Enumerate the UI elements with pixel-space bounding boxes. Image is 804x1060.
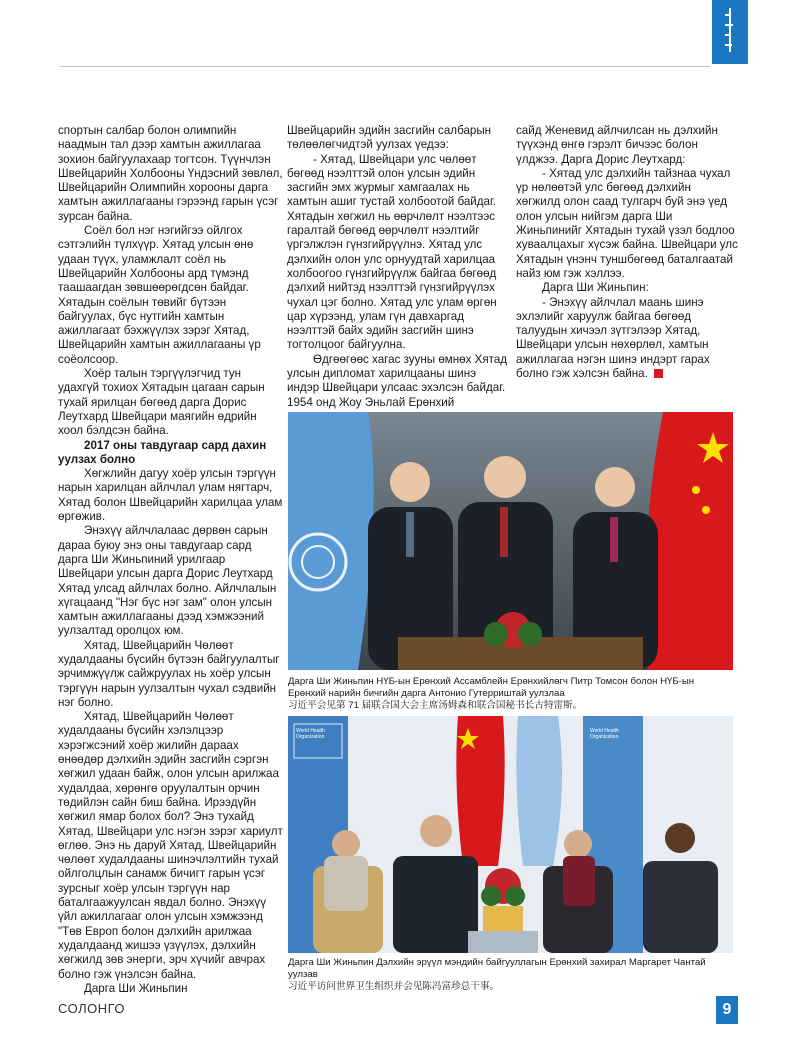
magazine-name: СОЛОНГО [58,1001,126,1016]
column-1 [58,124,284,996]
photo-caption-1 [288,676,733,712]
caption-chinese: 习近平访问世界卫生组织并会见陈冯富珍总干事。 [288,981,500,992]
caption-mongolian: Дарга Ши Жиньпин НҮБ-ын Ерөнхий Ассамблейн Ерөнхийлөгч Питр Томсон болон НҮБ-ын Ерөнхий нарийн бичгийн дарга Антонио Гутерриштай уулзлаа [288,676,695,699]
photo-un-meeting [288,412,733,670]
vertical-script-icon [721,8,739,56]
paragraph: Дарга Ши Жиньпин [84,981,188,995]
paragraph: Хоёр талын тэргүүлэгчид тун удахгүй тохиох Хятадын цагаан сарын тухай ярилцан бөгөөд дарга Дорис Леутхард Швейцари маягийн өдрийн хоол бэлдсэн байна. [58,367,265,438]
caption-chinese: 习近平会见第 71 届联合国大会主席汤姆森和联合国秘书长古特雷斯。 [288,700,583,711]
section-tab [712,0,748,64]
paragraph: - Хятад, Швейцари улс чөлөөт бөгөөд нээлттэй олон улсын эдийн засгийн эмх журмыг хамгаалах нь хамтын ашиг тустай холбоотой байдаг. Хятадын хөгжил нь өөрчлөлт нээлтээс гаралтай бөгөөд өөрчлөлт нээлтийг үргэлжлэн гүнзгийрүүлнэ. Хятад улс дэлхийн олон улс орнуудтай харилцаа холбоогоо гүнзгийрүүлж байгаа бөгөөд дэлхий нийтэд нээлттэй гүнзгийрүүлэх чухал цэг болно. Хятад улс улам өргөн цар хүрээнд, улам гүн давхаргад нээлттэй байх эдийн засгийн шинэ тогтолцоог байгуулна. [287,152,497,352]
paragraph: Хятад, Швейцарийн Чөлөөт худалдааны бүсийн хэлэлцээр хэрэгжсэний хоёр жилийн дараах өнөөдөр дэлхийн эдийн засгийн сэргэн хөгжил удаан байж, олон улсын арилжаа худалдаа, хөрөнгө оруулалтын орчин төдийлэн сайн биш байна. Ирээдүйн хөгжил ямар болох бол? Энэ тухайд Хятад, Швейцари улс нэгэн зэрэг хариулт өглөө. Энэ нь даруй Хятад, Швейцарийн чөлөөт худалдааны шинэчлэлтийн тухай ойлголцлын санамж бичигт гарын үсэг зурсныг хоёр улсын тэргүүн нар баталгаажуулсан явдал болно. Энэхүү үйл ажиллагааг олон улсын хэмжээнд "Төв Европ болон дэлхийн арилжаа худалдаанд жишээ үзүүлэх, дэлхийн хөгжилд зөв энерги, эрч хүчийг авчрах болно гэж үнэлсэн байна. [58,710,283,981]
photo-who-meeting [288,716,733,953]
page-number: 9 [716,996,738,1024]
header-rule [60,66,710,67]
photo-caption-2 [288,957,733,993]
end-mark-icon [654,369,663,378]
paragraph-text: - Энэхүү айлчлал маань шинэ эхлэлийг харуулж байгаа бөгөөд талуудын хичээл зүтгэлээр Хятад, Швейцари улсын нөхөрлөл, хамтын ажиллагаа нэгэн шинэ индэрт гарах болно гэж хэлсэн байна. [516,295,710,381]
section-heading: 2017 оны тавдугаар сард дахин уулзах болно [58,438,267,466]
column-2 [287,124,509,410]
banner-label: World Health Organization [590,728,619,740]
banner-label: World Health Organization [296,728,325,740]
paragraph: Өдгөөгөөс хагас зууны өмнөх Хятад улсын дипломат харилцааны шинэ индэр Швейцари улсаас эхэлсэн байдаг. 1954 онд Жоу Эньлай Ерөнхий [287,352,508,409]
column-3 [516,124,738,381]
paragraph: Хятад, Швейцарийн Чөлөөт худалдааны бүсийн бүтээн байгуулалтыг эрчимжүүлж сайжруулах нь хоёр улсын тэргүүн нарын уулзалтын чухал сэдвийн нэг болно. [58,638,280,709]
paragraph [516,296,738,382]
caption-mongolian: Дарга Ши Жиньпин Дэлхийн эрүүл мэндийн байгууллагын Ерөнхий захирал Маргарет Чантай уулзав [288,957,706,980]
paragraph: спортын салбар болон олимпийн наадмын тал дээр хамтын ажиллагаа зохион байгуулахаар тогтсон. Түүнчлэн Швейцарийн Холбооны Үндэсний зөвлөл, Швейцарийн Олимпийн хорооны дарга хамтын ажиллагааны гэрээнд гарын үсэг зурсан байна. [58,124,283,223]
paragraph: Энэхүү айлчлалаас дөрвөн сарын дараа буюу энэ оны тавдугаар сард дарга Ши Жиньпиний урилгаар Швейцари улсын дарга Дорис Леутхард Хятад улсад айлчлах болно. Айлчлалын хүгацаанд "Нэг бүс нэг зам" олон улсын хамтын ажиллагааны дээд хэмжээний уулзалтад оролцох юм. [58,524,277,638]
photo-illustration-2 [288,716,733,953]
paragraph: - Хятад улс дэлхийн тайзнаа чухал үр нөлөөтэй улс бөгөөд дэлхийн хөгжилд олон саад тулгарч буй энэ үед олон улсын нийгэм дарга Ши Жиньпинийг Хятадын тухай үзэл бодлоо хуваалцахыг хүсэж байна. Швейцари улс Хятадын үнэнч туншбөгөөд баталгаатай найз юм гэж хэллээ. [516,166,738,280]
paragraph: Швейцарийн эдийн засгийн салбарын төлөөлөгчидтэй уулзах үедээ: [287,124,492,152]
photo-illustration-1 [288,412,733,670]
paragraph: Соёл бол нэг нэгийгээ ойлгох сэтгэлийн түлхүүр. Хятад улсын өнө удаан түүх, уламжлалт соёл нь Швейцарийн Холбооны ард түмэнд таашаагдан зөвшөөрөгдсөн байдаг. Хятадын соёлын төвийг бүтээн байгуулах, бүс нутгийн хамтын ажиллагаат бэхжүүлэх зэрэг Хятад, Швейцарийн хамтын ажиллагааны үр соёолсоор. [58,224,261,366]
paragraph: Хөгжлийн дагуу хоёр улсын тэргүүн нарын харилцан айлчлал улам нягтарч, Хятад болон Швейцарийн харилцаа улам өргөжив. [58,467,283,524]
paragraph: Дарга Ши Жиньпин: [542,281,649,295]
paragraph: сайд Женевид айлчилсан нь дэлхийн түүхэнд өнгө гэрэлт бичээс болон үлджээ. Дарга Дорис Леутхард: [516,124,718,166]
